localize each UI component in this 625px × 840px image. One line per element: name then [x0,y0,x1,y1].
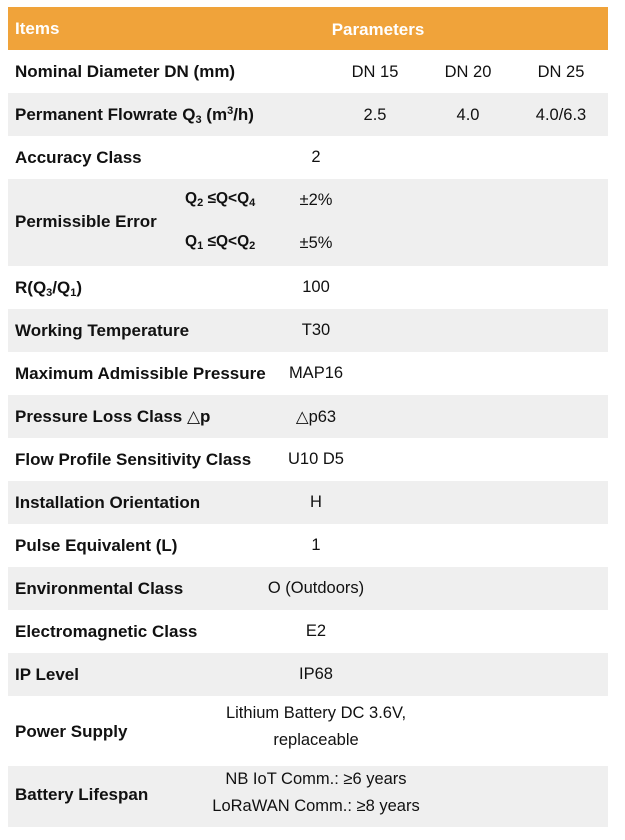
label-error-range-2: $Q_1 \le Q<Q_2$ [185,233,256,252]
value-error-range-1: ±2% [299,191,333,209]
header-parameters: Parameters [331,20,425,39]
row-pulse-equivalent [8,524,608,567]
value-power-supply-line1: Lithium Battery DC 3.6V, [225,704,407,722]
label-error-range-1: $Q_2 \le Q<Q_4$ [185,190,256,209]
value-battery-nbiot: NB IoT Comm.: ≥6 years [225,770,407,788]
value-dn15: DN 15 [351,63,399,81]
label-environmental-class: Environmental Class [15,579,184,598]
label-max-pressure: Maximum Admissible Pressure [15,364,266,383]
value-ratio: 100 [302,278,330,296]
value-working-temperature: T30 [301,321,331,339]
row-permanent-flowrate [8,93,608,136]
label-battery-lifespan: Battery Lifespan [15,785,149,804]
value-pressure-loss: △p63 [295,408,337,426]
row-environmental-class [8,567,608,610]
row-installation-orientation [8,481,608,524]
row-ip-level [8,653,608,696]
label-installation-orientation: Installation Orientation [15,493,201,512]
value-dn25: DN 25 [537,63,585,81]
row-power-supply [8,696,608,766]
label-accuracy-class: Accuracy Class [15,148,142,167]
label-pressure-loss: Pressure Loss Class △p [15,407,211,426]
row-electromagnetic-class [8,610,608,653]
value-installation-orientation: H [310,493,322,511]
table-header [8,7,608,50]
row-working-temperature [8,309,608,352]
value-power-supply-line2: replaceable [273,731,359,749]
label-working-temperature: Working Temperature [15,321,190,340]
row-battery-lifespan [8,766,608,827]
label-power-supply: Power Supply [15,722,128,741]
label-flow-profile: Flow Profile Sensitivity Class [15,450,252,469]
value-max-pressure: MAP16 [288,364,344,382]
value-electromagnetic-class: E2 [305,622,327,640]
value-battery-lorawan: LoRaWAN Comm.: ≥8 years [212,797,420,815]
row-max-pressure [8,352,608,395]
value-flow-profile: U10 D5 [288,450,344,468]
value-accuracy-class: 2 [311,148,321,166]
value-pulse-equivalent: 1 [311,536,321,554]
row-permissible-error [8,179,608,266]
header-items: Items [15,19,60,38]
value-ip-level: IP68 [299,665,333,683]
label-ratio: $R(Q_3/Q_1)$ [15,278,83,299]
label-electromagnetic-class: Electromagnetic Class [15,622,198,641]
value-dn20: DN 20 [444,63,492,81]
spec-table [8,7,608,827]
row-nominal-diameter [8,50,608,93]
value-error-range-2: ±5% [299,234,333,252]
label-pulse-equivalent: Pulse Equivalent (L) [15,536,178,555]
label-ip-level: IP Level [15,665,79,684]
row-flow-profile [8,438,608,481]
label-permanent-flowrate: Permanent Flowrate $Q_3$ $(m^3/h)$ [15,105,254,126]
row-ratio [8,266,608,309]
row-pressure-loss [8,395,608,438]
label-permissible-error: Permissible Error [15,212,157,231]
value-flow-dn20: 4.0 [456,106,480,124]
value-environmental-class: O (Outdoors) [267,579,365,597]
label-nominal-diameter: Nominal Diameter DN (mm) [15,62,236,81]
row-accuracy-class [8,136,608,179]
value-flow-dn25: 4.0/6.3 [535,106,587,124]
value-flow-dn15: 2.5 [363,106,387,124]
